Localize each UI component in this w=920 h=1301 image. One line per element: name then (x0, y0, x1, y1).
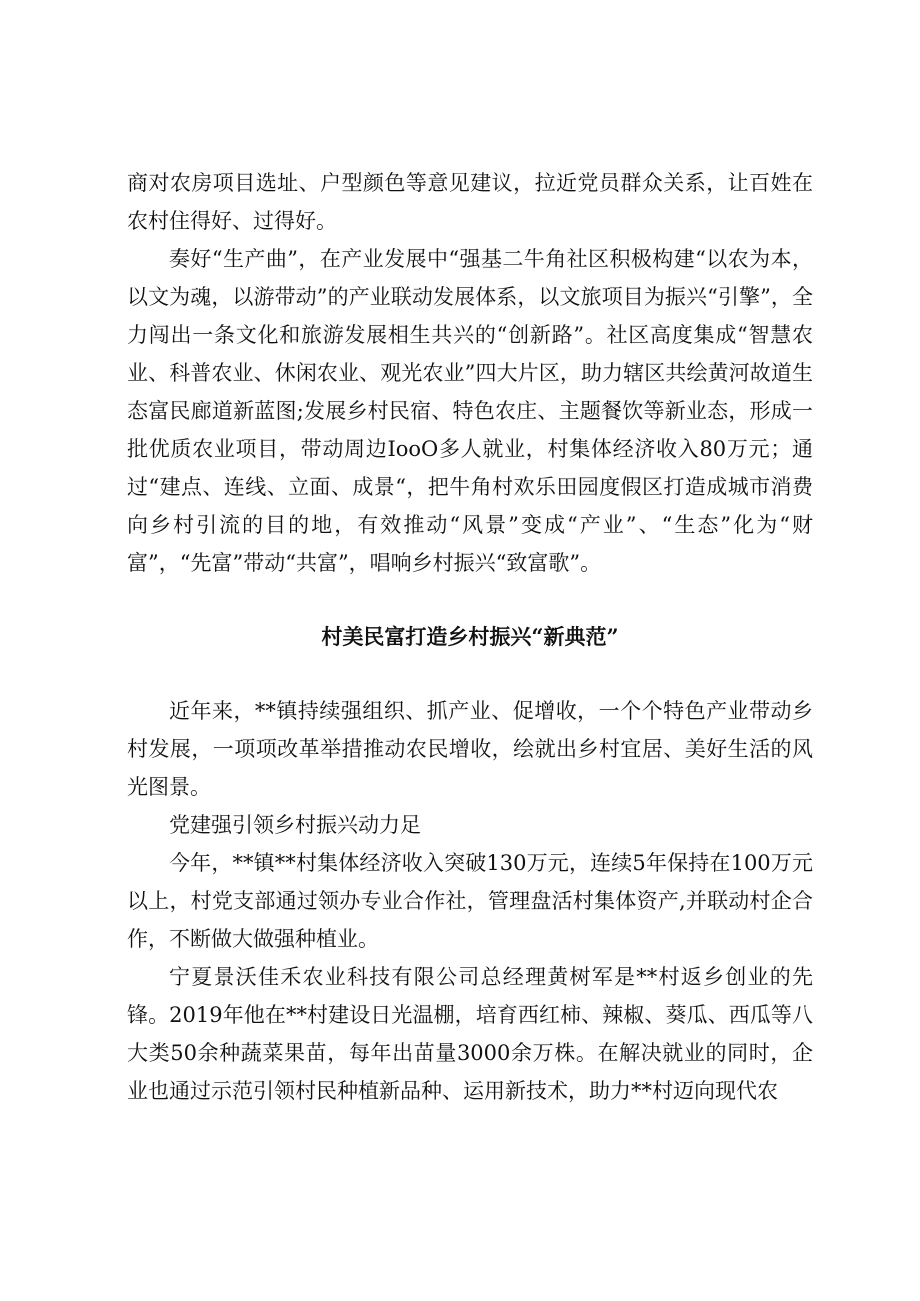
top-section (127, 164, 813, 582)
paragraph-intro: 近年来，**镇持续强组织、抓产业、促增收，一个个特色产业带动乡村发展，一项项改革举措推动农民增收，绘就出乡村宜居、美好生活的风光图景。 (127, 699, 813, 799)
paragraph-production: 奏好“生产曲”，在产业发展中“强基二牛角社区积极构建“以农为本，以文为魂，以游带动”的产业联动发展体系，以文旅项目为振兴“引擎”，全力闯出一条文化和旅游发展相生共兴的“创新路”。社区高度集成“智慧农业、科普农业、休闲农业、观光农业”四大片区，助力辖区共绘黄河故道生态富民廊道新蓝图;发展乡村民宿、特色农庄、主题餐饮等新业态，形成一批优质农业项目，带动周边IooO多人就业，村集体经济收入80万元；通过“建点、连线、立面、成景“，把牛角村欢乐田园度假区打造成城市消费向乡村引流的目的地，有效推动“风景”变成“产业”、“生态”化为“财富”，“先富”带动“共富”，唱响乡村振兴“致富歌”。 (127, 247, 813, 575)
paragraph-continuation: 商对农房项目选址、户型颜色等意见建议，拉近党员群众关系，让百姓在农村住得好、过得好。 (127, 171, 813, 233)
section-title: 村美民富打造乡村振兴“新典范” (321, 624, 619, 649)
paragraph-company: 宁夏景沃佳禾农业科技有限公司总经理黄树军是**村返乡创业的先锋。2019年他在**村建设日光温棚，培育西红柿、辣椒、葵瓜、西瓜等八大类50余种蔬菜果苗，每年出苗量3000余万株。在解决就业的同时，企业也通过示范引领村民种植新品种、运用新技术，助力**村迈向现代农 (127, 965, 813, 1103)
document-body (127, 164, 813, 1110)
paragraph-village-economy: 今年，**镇**村集体经济收入突破130万元，连续5年保持在100万元以上，村党支部通过领办专业合作社，管理盘活村集体资产,并联动村企合作，不断做大做强种植业。 (127, 851, 813, 951)
bottom-section (127, 692, 813, 1110)
subheading: 党建强引领乡村振兴动力足 (169, 813, 421, 837)
